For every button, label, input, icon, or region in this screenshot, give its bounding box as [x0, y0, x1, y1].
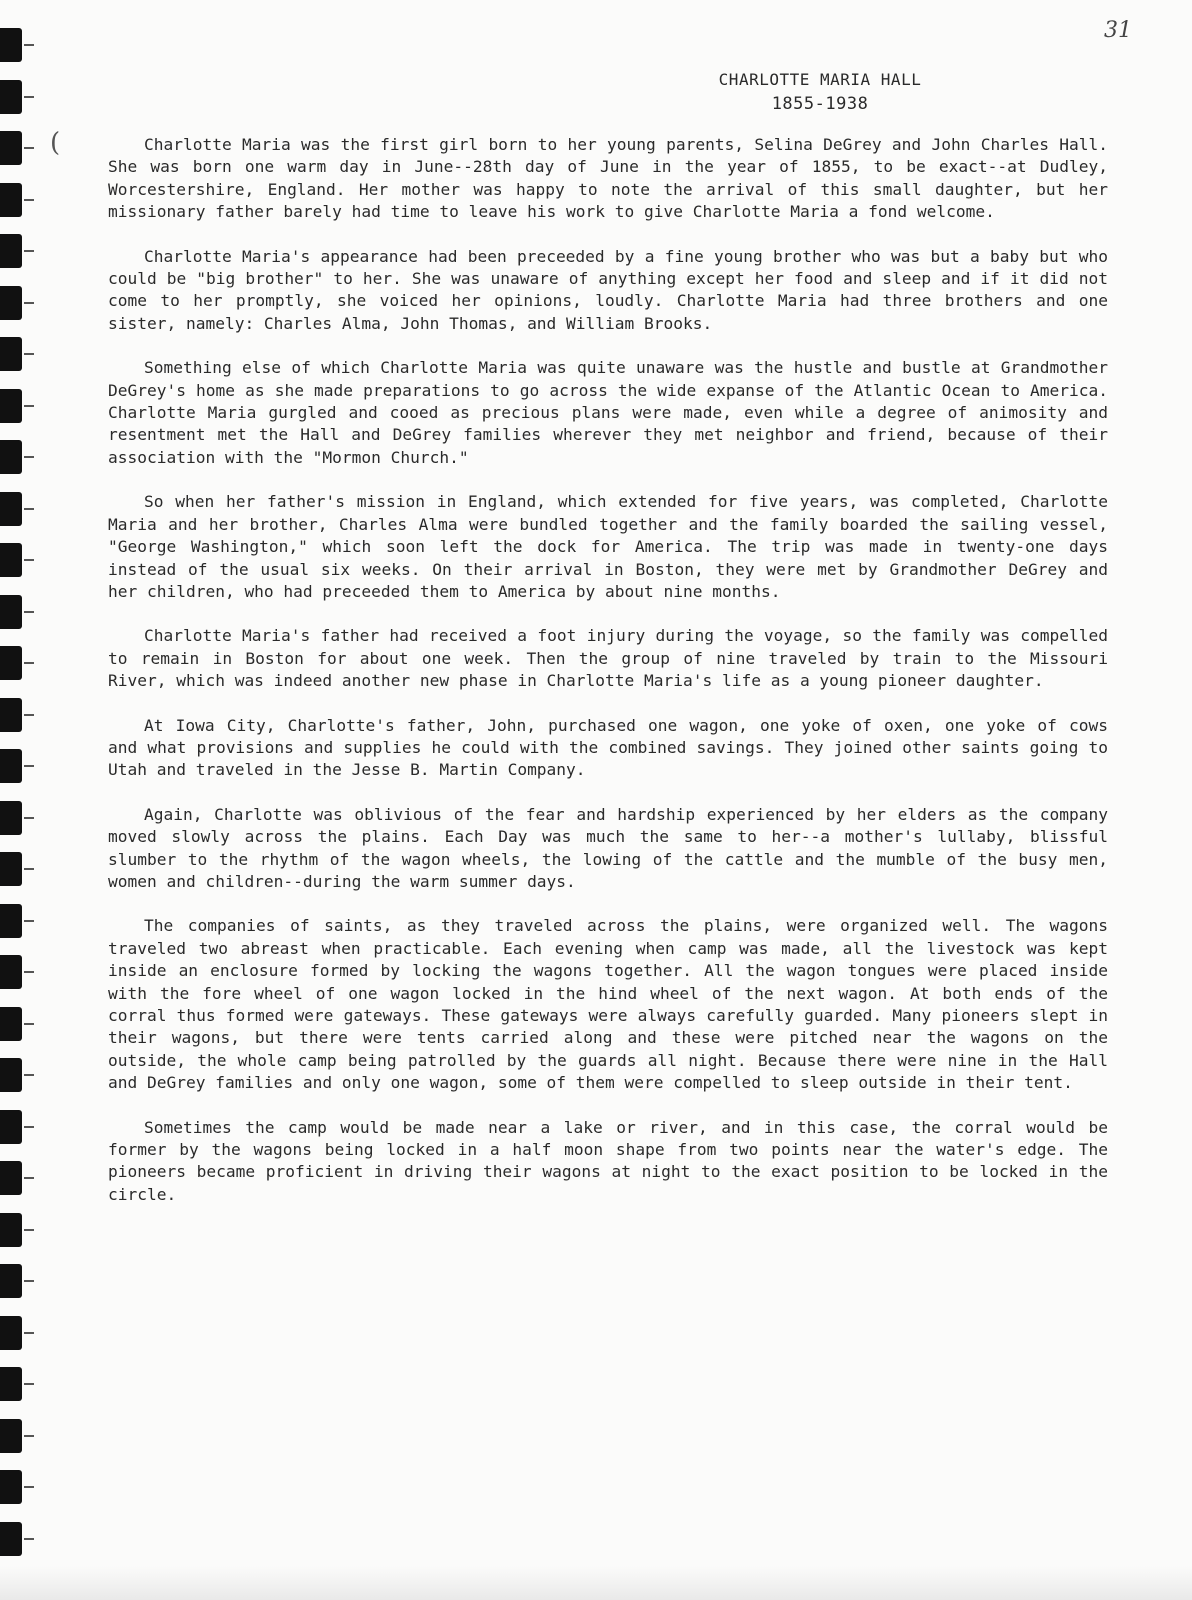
binding-hole: [0, 595, 22, 629]
binding-hole: [0, 852, 22, 886]
spiral-binding: [0, 0, 42, 1600]
binding-mark: [24, 147, 34, 149]
paragraph-2: Charlotte Maria's appearance had been preceeded by a fine young brother who was but a baby but who could be "big brother" to her. She was unaware of anything except her food and sleep and if it did not come to her promptly, she voiced her opinions, loudly. Charlotte Maria had three brothers and one sister, namely: Charles Alma, John Thomas, and William Brooks.: [108, 246, 1108, 333]
binding-hole: [0, 492, 22, 526]
binding-hole: [0, 1007, 22, 1041]
binding-hole: [0, 698, 22, 732]
binding-mark: [24, 1177, 34, 1179]
binding-mark: [24, 1538, 34, 1540]
binding-hole: [0, 80, 22, 114]
binding-hole: [0, 904, 22, 938]
binding-hole: [0, 543, 22, 577]
binding-hole: [0, 1058, 22, 1092]
binding-mark: [24, 559, 34, 561]
paragraph-6: At Iowa City, Charlotte's father, John, purchased one wagon, one yoke of oxen, one yoke of cows and what provisions and supplies he could with the combined savings. They joined other saints going to Utah and traveled in the Jesse B. Martin Company.: [108, 715, 1108, 780]
binding-hole: [0, 1161, 22, 1195]
binding-mark: [24, 199, 34, 201]
paragraph-3: Something else of which Charlotte Maria was quite unaware was the hustle and bustle at Grandmother DeGrey's home as she made preparations to go across the wide expanse of the Atlantic Ocean to America. Charlotte Maria gurgled and cooed as precious plans were made, even while a degree of animosity and resentment met the Hall and DeGrey families wherever they met neighbor and friend, because of their association with the "Mormon Church.": [108, 358, 1108, 467]
binding-hole: [0, 749, 22, 783]
binding-hole: [0, 440, 22, 474]
binding-mark: [24, 1435, 34, 1437]
binding-mark: [24, 353, 34, 355]
binding-hole: [0, 337, 22, 371]
binding-mark: [24, 1383, 34, 1385]
binding-mark: [24, 44, 34, 46]
binding-hole: [0, 234, 22, 268]
document-title: CHARLOTTE MARIA HALL: [718, 70, 922, 89]
binding-hole: [0, 1367, 22, 1401]
binding-hole: [0, 131, 22, 165]
binding-mark: [24, 1074, 34, 1076]
binding-hole: [0, 389, 22, 423]
body-text: [108, 134, 1108, 1228]
binding-hole: [0, 801, 22, 835]
binding-mark: [24, 302, 34, 304]
binding-hole: [0, 286, 22, 320]
document-dates: 1855-1938: [771, 94, 869, 114]
paragraph-1: Charlotte Maria was the first girl born to her young parents, Selina DeGrey and John Charles Hall. She was born one warm day in June--28th day of June in the year of 1855, to be exact--at Dudley, Worcestershire, England. Her mother was happy to note the arrival of this small daughter, but her missionary father barely had time to leave his work to give Charlotte Maria a fond welcome.: [108, 135, 1108, 222]
binding-hole: [0, 1316, 22, 1350]
binding-hole: [0, 1110, 22, 1144]
binding-mark: [24, 1486, 34, 1488]
binding-hole: [0, 183, 22, 217]
binding-mark: [24, 1229, 34, 1231]
paragraph-7: Again, Charlotte was oblivious of the fear and hardship experienced by her elders as the company moved slowly across the plains. Each Day was much the same to her--a mother's lullaby, blissful slumber to the rhythm of the wagon wheels, the lowing of the cattle and the mumble of the busy men, women and children--during the warm summer days.: [108, 804, 1108, 891]
page-bottom-edge: [0, 1566, 1192, 1600]
binding-mark: [24, 920, 34, 922]
binding-mark: [24, 662, 34, 664]
page-number: 31: [1104, 18, 1132, 43]
binding-hole: [0, 1213, 22, 1247]
binding-mark: [24, 611, 34, 613]
binding-hole: [0, 646, 22, 680]
binding-mark: [24, 1023, 34, 1025]
binding-mark: [24, 250, 34, 252]
binding-mark: [24, 456, 34, 458]
binding-mark: [24, 817, 34, 819]
binding-mark: [24, 1332, 34, 1334]
margin-mark: (: [50, 128, 61, 158]
binding-mark: [24, 714, 34, 716]
binding-hole: [0, 1419, 22, 1453]
binding-hole: [0, 955, 22, 989]
binding-mark: [24, 508, 34, 510]
binding-hole: [0, 1264, 22, 1298]
binding-mark: [24, 868, 34, 870]
binding-mark: [24, 96, 34, 98]
binding-mark: [24, 1280, 34, 1282]
document-header: [680, 68, 960, 116]
binding-mark: [24, 405, 34, 407]
paragraph-5: Charlotte Maria's father had received a foot injury during the voyage, so the family was compelled to remain in Boston for about one week. Then the group of nine traveled by train to the Missouri River, which was indeed another new phase in Charlotte Maria's life as a young pioneer daughter.: [108, 626, 1108, 691]
binding-mark: [24, 1126, 34, 1128]
binding-hole: [0, 1470, 22, 1504]
binding-mark: [24, 765, 34, 767]
binding-hole: [0, 28, 22, 62]
binding-hole: [0, 1522, 22, 1556]
paragraph-4: So when her father's mission in England, which extended for five years, was completed, Charlotte Maria and her brother, Charles Alma were bundled together and the family boarded the sailing vessel, "George Washington," which soon left the dock for America. The trip was made in twenty-one days instead of the usual six weeks. On their arrival in Boston, they were met by Grandmother DeGrey and her children, who had preceeded them to America by about nine months.: [108, 492, 1108, 601]
paragraph-9: Sometimes the camp would be made near a lake or river, and in this case, the corral would be former by the wagons being locked in a half moon shape from two points near the water's edge. The pioneers became proficient in driving their wagons at night to the exact position to be locked in the circle.: [108, 1117, 1108, 1204]
binding-mark: [24, 971, 34, 973]
paragraph-8: The companies of saints, as they traveled across the plains, were organized well. The wagons traveled two abreast when practicable. Each evening when camp was made, all the livestock was kept inside an enclosure formed by locking the wagons together. All the wagon tongues were placed inside with the fore wheel of one wagon locked in the hind wheel of the next wagon. At both ends of the corral thus formed were gateways. These gateways were always carefully guarded. Many pioneers slept in their wagons, but there were tents carried along and these were pitched near the wagons on the outside, the whole camp being patrolled by the guards all night. Because there were nine in the Hall and DeGrey families and only one wagon, some of them were compelled to sleep outside in their tent.: [108, 916, 1108, 1093]
